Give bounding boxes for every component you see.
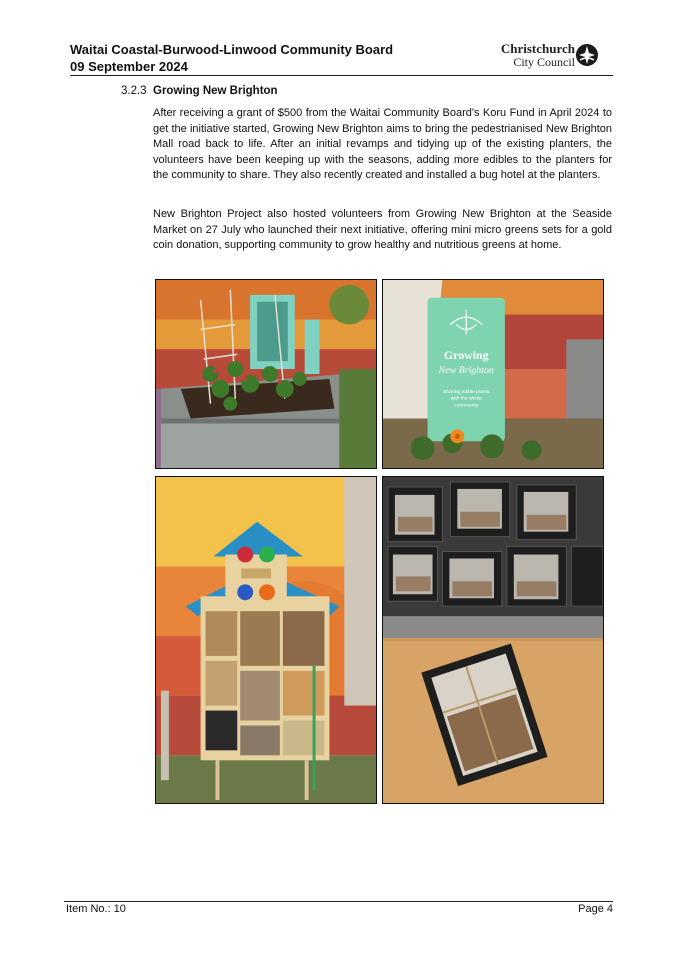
sign-community: community: [454, 403, 479, 409]
photo-planter-box: [155, 279, 377, 469]
photo-growing-sign: [382, 279, 604, 469]
council-logo: [500, 41, 613, 70]
section-title: Growing New Brighton: [153, 85, 278, 97]
footer-divider: [64, 901, 613, 902]
sign-sharing: Sharing edible plants: [443, 389, 490, 395]
paragraph-1: After receiving a grant of $500 from the Waitai Community Board's Koru Fund in April 2024 to get the initiative started, Growing New Brighton aims to bring the pedestrianised New Brighton Mall road back to life. After an initial revamps and tidying up of the existing planters, the volunteers have been keeping up with the seasons, adding more edibles to the planters for the community to share. They also recently created and installed a bug hotel at the planters.: [153, 107, 612, 182]
header-divider: [70, 75, 613, 76]
logo-line-2: City Council: [513, 55, 575, 69]
sign-new-brighton: New Brighton: [438, 365, 494, 377]
sign-whole: with the whole: [450, 396, 482, 402]
logo-line-1: Christchurch: [500, 41, 575, 56]
item-number: Item No.: 10: [66, 903, 126, 915]
meeting-date: 09 September 2024: [70, 59, 188, 74]
section-number: 3.2.3: [121, 85, 147, 97]
page-number: Page 4: [578, 903, 613, 915]
paragraph-2: New Brighton Project also hosted volunteers from Growing New Brighton at the Seaside Market on 27 July who launched their next initiative, offering mini micro greens sets for a gold coin donation, supporting community to grow healthy and nutritious greens at home.: [153, 208, 612, 252]
sign-growing: Growing: [443, 348, 489, 363]
page-header: [70, 42, 613, 74]
council-logo-icon: [575, 43, 599, 67]
organisation-name: Waitai Coastal-Burwood-Linwood Community Board: [70, 42, 394, 57]
photo-micro-greens-kits: [382, 476, 604, 804]
photo-bug-hotel: [155, 476, 377, 804]
